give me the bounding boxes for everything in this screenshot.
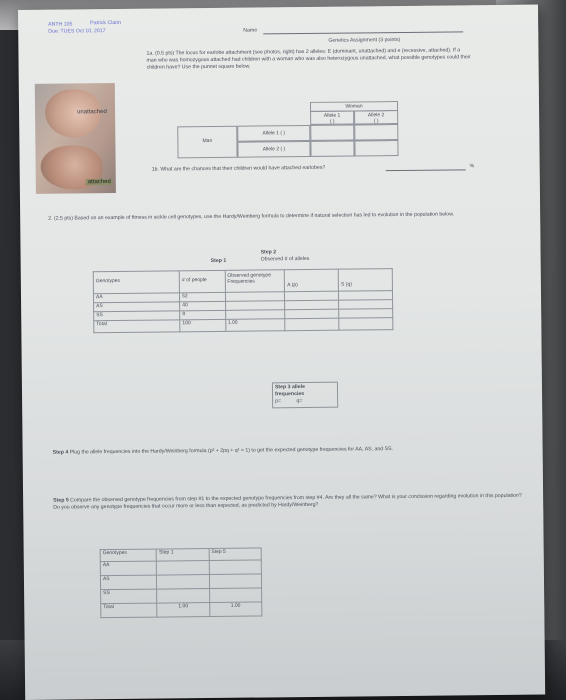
header-observed-frequencies: Observed genotype Frequencies [225,270,285,293]
genotype-cell: Total [94,320,180,333]
course-label: ANTH 105 [48,21,73,28]
genotype-cell: Total [101,603,157,618]
header-step5: Step 5 [209,548,261,561]
woman-allele-2: Allele 2 ( ) [354,110,398,124]
header-num-people: # of people [179,270,225,292]
man-allele-2: Allele 2 ( ) [237,141,310,158]
people-cell: 40 [180,301,226,310]
woman-header: Woman [310,101,398,112]
percent-sign: % [469,163,475,170]
people-cell: 100 [180,319,226,331]
name-underline [263,31,463,34]
step3-box [272,382,338,409]
genotype-cell: AS [100,575,156,590]
header-allele-a: A (p) [285,269,339,292]
genotype-cell: AA [100,561,156,576]
hardy-weinberg-table [93,268,394,333]
step1-label: Step 1 [210,257,227,264]
genotype-cell: AA [93,293,179,303]
header-genotypes: Genotypes [93,271,179,294]
people-cell: 52 [180,292,226,301]
attached-label: attached [87,179,111,186]
genotype-cell: SS [94,311,180,321]
step5-cell[interactable] [209,560,261,575]
name-label: Name [243,27,258,34]
man-allele-1: Allele 1 ( ) [237,125,310,142]
step4-text: Step 4 Plug the allele frequencies into the Hardy/Weinberg formula (p² + 2pq + q² = 1) to get the expected genotype frequencies for AA, AS, and SS. [52,446,393,456]
frequency-cell: 1.00 [225,319,285,332]
step3-label: Step 3 allele frequencies [274,384,305,398]
question-2: 2. (2.5 pts) Based on an example of fitness in sickle cell genotypes, use the Hardy/Weinberg formula to determine if natural selection has led to evolution in the population below. [48,211,455,222]
man-header: Man [177,126,237,159]
step5-cell[interactable] [209,574,261,589]
header-step1: Step 1 [156,549,208,562]
question-1b: 1b. What are the chances that their children would have attached earlobes? [151,164,326,173]
people-cell: 8 [180,310,226,319]
header-allele-s: S (q) [338,269,392,292]
genotype-cell: AS [94,302,180,312]
table-row [94,318,393,333]
unattached-label: unattached [77,109,107,116]
allele-a-cell[interactable] [285,318,339,331]
step5-cell: 1.00 [209,602,261,617]
step2-label: Step 2 Observed # of alleles [260,249,310,263]
step1-cell[interactable] [157,589,209,604]
punnett-cell[interactable] [354,140,398,156]
step1-cell: 1.00 [157,603,209,618]
header-genotypes: Genotypes [100,549,156,562]
q-label: q= [296,398,303,405]
question-1a: 1a. (0.5 pts) The locus for earlobe attachment (see photos, right) has 2 alleles: E (dominant, unattached) and e (recessive, attached). If a man who was homozygous attached had children with a woman who was also heterozygous unattached, what possible genotypes could their children have? Use the punnet square below. [146,47,471,71]
table-row [101,602,262,618]
comparison-table [100,547,263,618]
step1-cell[interactable] [157,575,209,590]
student-name: Patrick Clarin [90,19,122,27]
step1-cell[interactable] [157,561,209,576]
punnett-cell[interactable] [310,124,354,140]
woman-allele-1: Allele 1 ( ) [310,110,354,124]
worksheet-page [18,5,545,700]
earlobe-photos [35,83,116,194]
punnett-cell[interactable] [310,140,354,156]
genotype-cell: SS [101,589,157,604]
assignment-title: Genetics Assignment (3 points) [328,37,401,44]
step5-text: Step 5 Compare the observed genotype frequencies from step #1 to the expected genotype frequencies from step #4. Are they all the same? What is your conclusion regarding evolution in this population? Do you observe any genotype frequencies that occur more or less than expected, as predicted by Hardy/Weinberg? [53,492,522,511]
due-date: Due: TUES Oct 10, 2017 [48,28,106,35]
p-label: p= [275,398,282,405]
punnett-cell[interactable] [354,124,398,140]
step5-cell[interactable] [209,588,261,603]
answer-line-1b[interactable] [386,169,466,171]
allele-s-cell[interactable] [339,318,393,331]
